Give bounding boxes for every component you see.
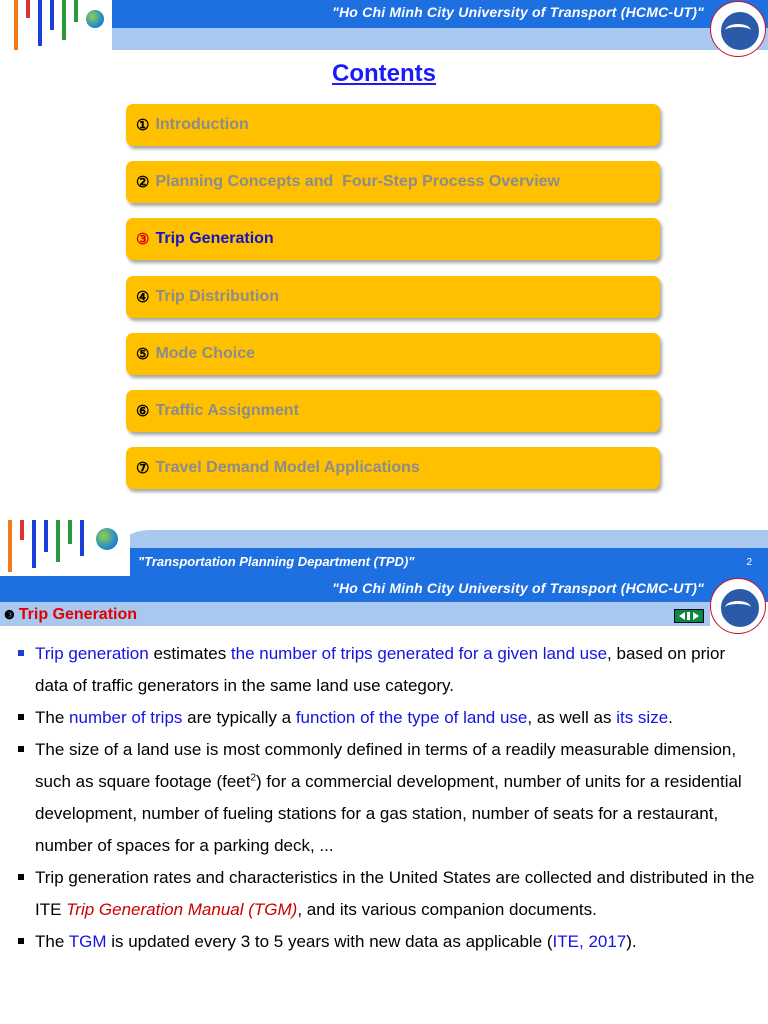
text: estimates	[148, 644, 231, 663]
menu-item-introduction[interactable]	[126, 104, 660, 146]
page-title: Contents	[332, 60, 436, 87]
text: The	[35, 708, 70, 727]
item-number: ④	[136, 289, 150, 306]
header-band	[0, 28, 768, 50]
item-number: ②	[136, 174, 150, 191]
menu-item-mode-choice[interactable]	[126, 333, 660, 375]
menu-item-planning-concepts[interactable]	[126, 161, 660, 203]
item-label: Mode Choice	[155, 345, 256, 362]
footer-band	[120, 530, 768, 548]
university-seal-icon	[710, 1, 766, 57]
section-number: ❸	[4, 608, 15, 622]
back-to-contents-icon[interactable]	[674, 609, 704, 623]
university-title: "Ho Chi Minh City University of Transport (HCMC-UT)"	[332, 580, 704, 596]
item-label: Travel Demand Model Applications	[155, 459, 420, 476]
item-number: ①	[136, 117, 150, 134]
list-item	[18, 638, 758, 702]
item-label: Planning Concepts and Four-Step Process Overview	[155, 173, 560, 190]
list-item	[18, 702, 758, 734]
item-label: Trip Generation	[155, 230, 274, 247]
item-label: Traffic Assignment	[155, 402, 299, 419]
item-label: Introduction	[155, 116, 249, 133]
text: The size of a land use is most commonly defined in terms of a readily measurable dimension, such as square footage (feet	[35, 740, 737, 791]
item-label: Trip Distribution	[155, 288, 279, 305]
tpd-logo	[0, 0, 112, 50]
highlight-text: function of the type of land use	[295, 708, 528, 727]
highlight-text: number of trips	[69, 708, 183, 727]
highlight-text: its size	[616, 708, 669, 727]
text: Trip generation rates and characteristics in the United States are collected and distributed in the ITE	[35, 868, 755, 919]
text: ) for a commercial development, number of units for a residential development, number of fueling stations for a gas station, number of seats for a restaurant, number of spaces for a parking deck, ...	[35, 772, 742, 855]
bullet-list	[18, 638, 758, 958]
section-title-text: Trip Generation	[18, 606, 138, 623]
text: ).	[626, 932, 637, 951]
footer-logo	[0, 516, 130, 576]
text: is updated every 3 to 5 years with new data as applicable (	[106, 932, 553, 951]
text: .	[668, 708, 673, 727]
university-title: "Ho Chi Minh City University of Transport (HCMC-UT)"	[332, 4, 704, 20]
text: , as well as	[527, 708, 617, 727]
list-item	[18, 862, 758, 926]
manual-title: Trip Generation Manual (TGM)	[66, 900, 298, 919]
university-seal-icon	[710, 578, 766, 634]
highlight-text: TGM	[68, 932, 107, 951]
item-number: ⑤	[136, 346, 150, 363]
text: The	[35, 932, 69, 951]
section-title	[4, 606, 137, 624]
item-number: ③	[136, 231, 150, 248]
trip-generation-slide	[0, 576, 768, 1024]
term-trip-generation: Trip generation	[35, 644, 149, 663]
text: , and its various companion documents.	[297, 900, 597, 919]
text: are typically a	[182, 708, 296, 727]
menu-item-model-applications[interactable]	[126, 447, 660, 489]
highlight-text: the number of trips generated for a given land use	[230, 644, 608, 663]
citation[interactable]: ITE, 2017	[552, 932, 627, 951]
text: , based on prior data of traffic generators in the same land use category.	[35, 644, 726, 695]
item-number: ⑦	[136, 460, 150, 477]
item-number: ⑥	[136, 403, 150, 420]
superscript: 2	[250, 772, 257, 784]
menu-item-trip-distribution[interactable]	[126, 276, 660, 318]
menu-item-traffic-assignment[interactable]	[126, 390, 660, 432]
department-footer: "Transportation Planning Department (TPD)"	[138, 554, 415, 569]
list-item	[18, 926, 758, 958]
menu-item-trip-generation[interactable]	[126, 218, 660, 260]
page-number: 2	[746, 557, 752, 568]
list-item	[18, 734, 758, 862]
